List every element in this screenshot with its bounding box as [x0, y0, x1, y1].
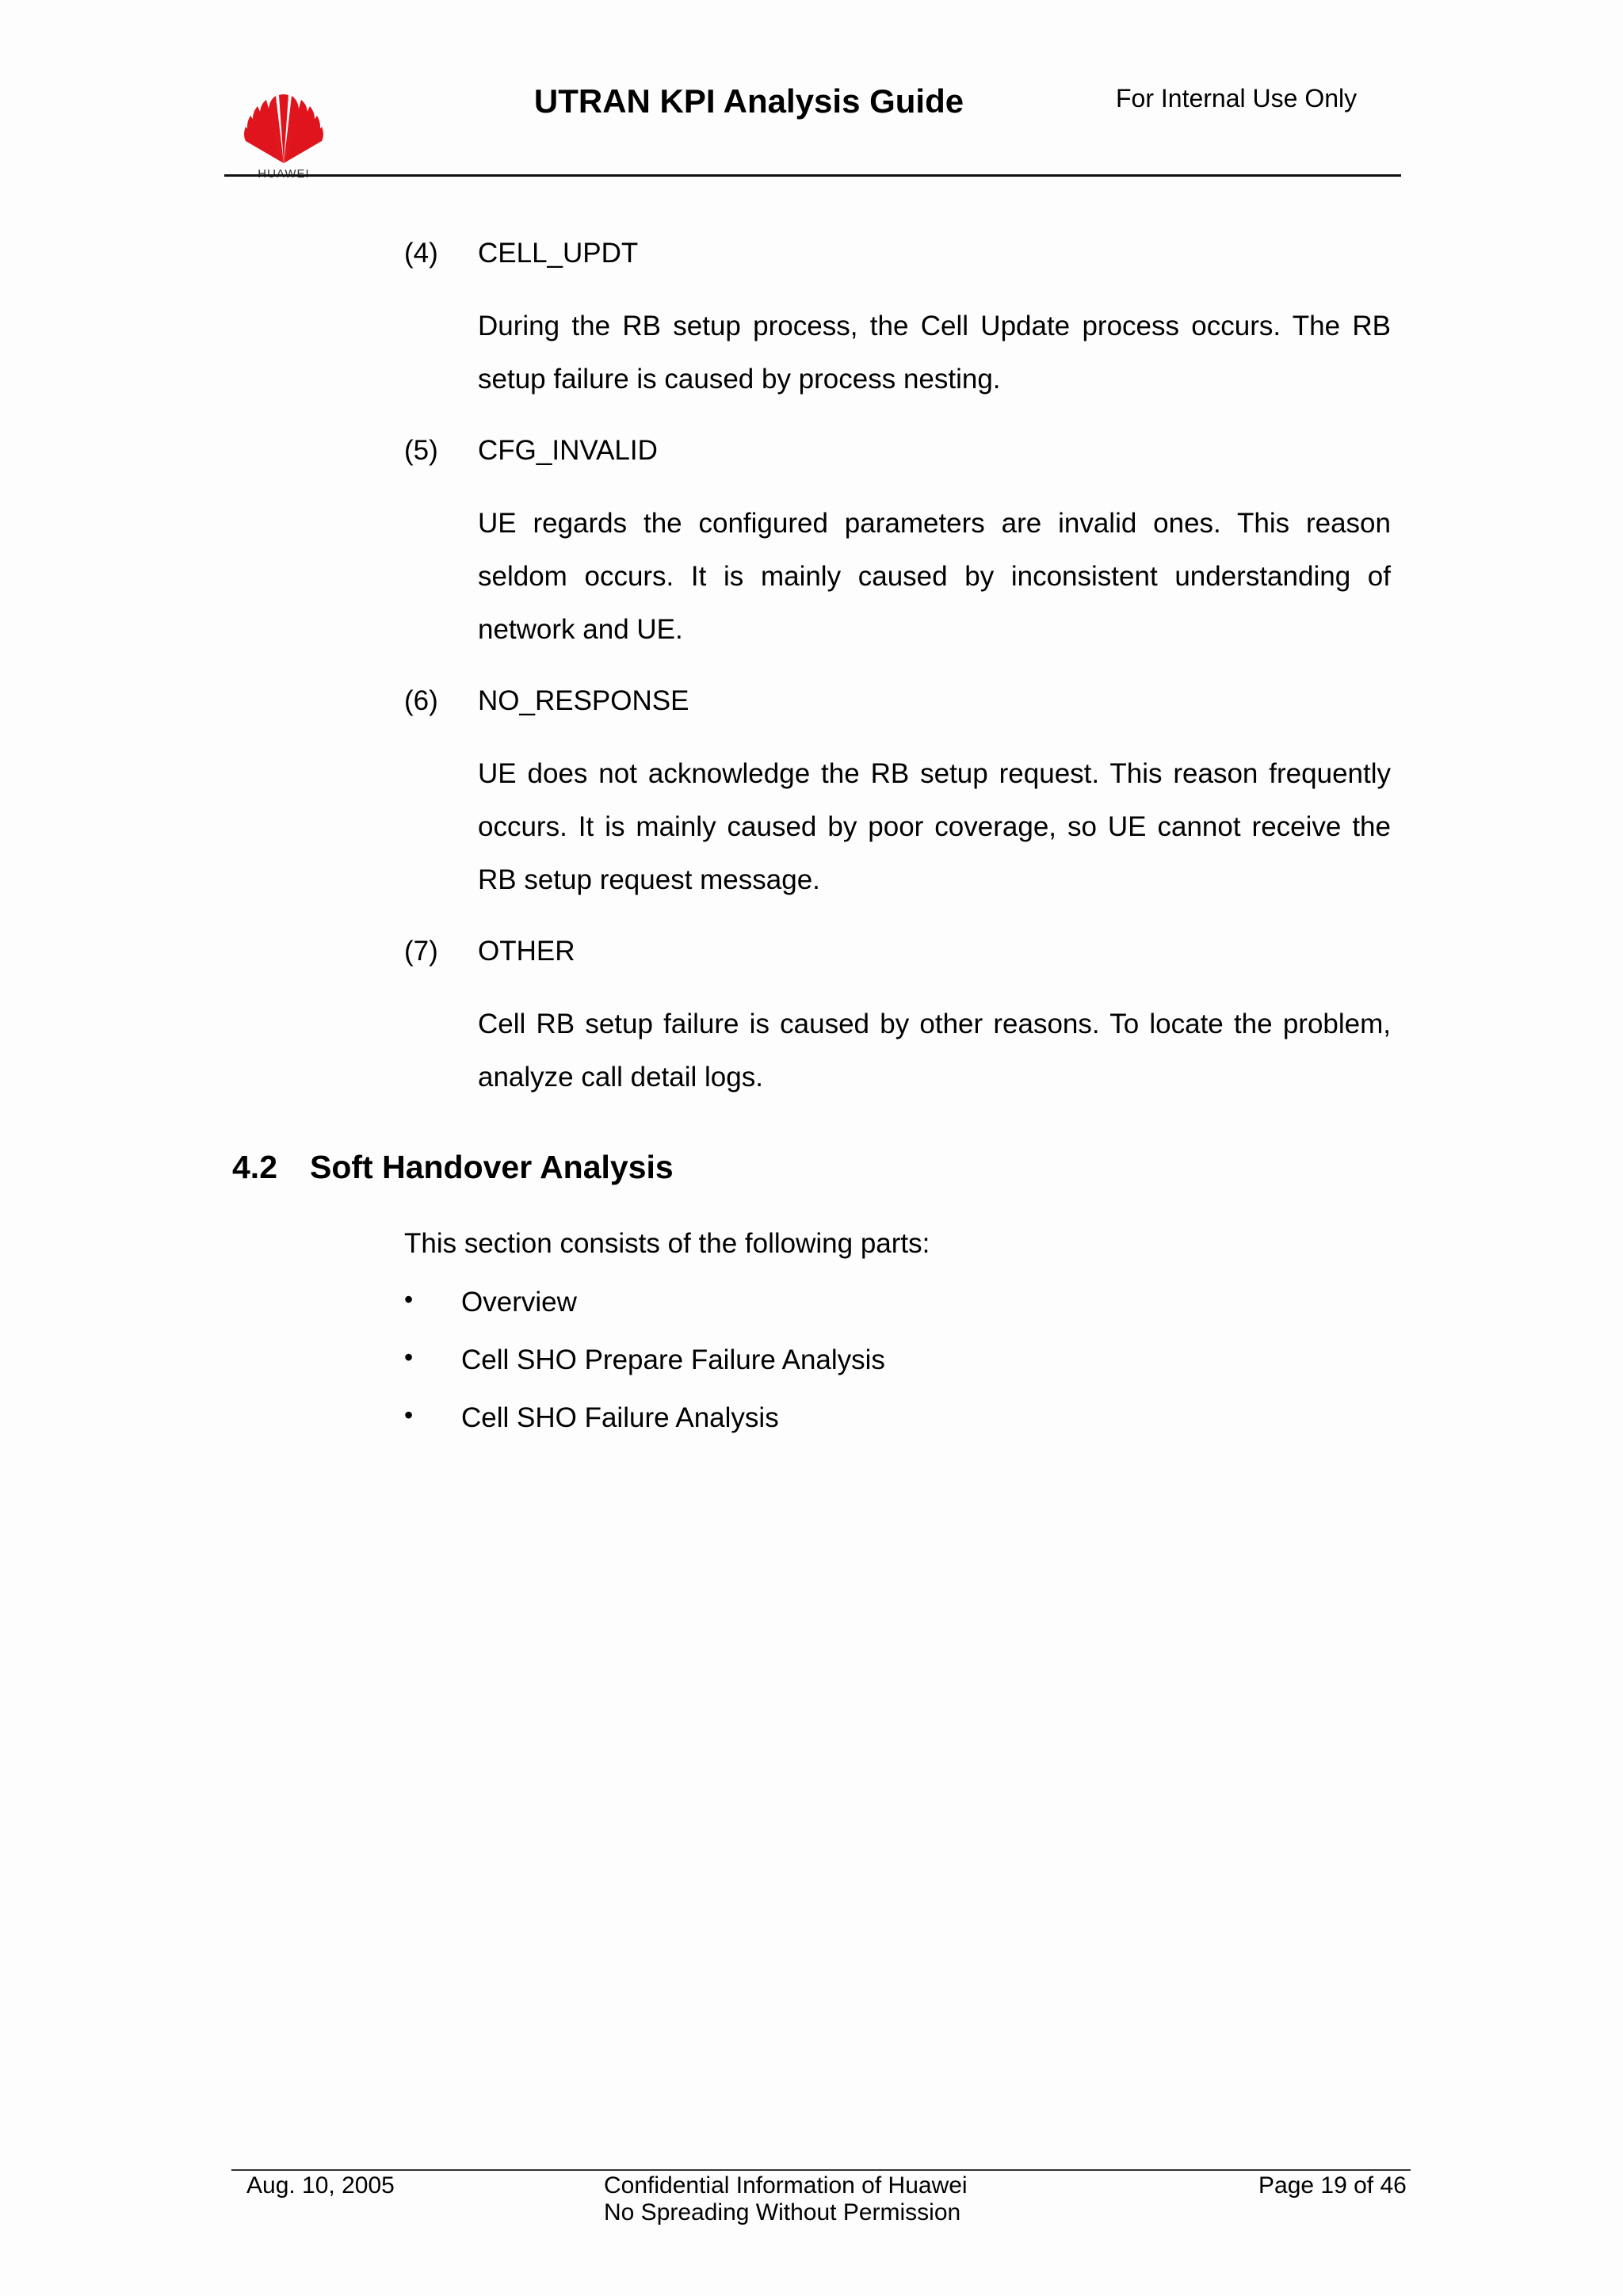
- bullet-icon: •: [404, 1285, 414, 1314]
- item-number: (5): [404, 435, 438, 466]
- item-heading: NO_RESPONSE: [478, 685, 689, 716]
- header-divider: [224, 174, 1401, 177]
- footer-divider: [231, 2169, 1411, 2171]
- item-heading: CFG_INVALID: [478, 435, 658, 466]
- item-description: Cell RB setup failure is caused by other reasons. To locate the problem, analyze call detail logs.: [478, 1009, 1391, 1093]
- list-item: Overview: [461, 1287, 577, 1318]
- footer-date: Aug. 10, 2005: [246, 2172, 395, 2199]
- item-description: UE regards the configured parameters are invalid ones. This reason seldom occurs. It is mainly caused by inconsistent understanding of network and UE.: [478, 508, 1391, 645]
- item-heading: CELL_UPDT: [478, 238, 639, 269]
- section-title: Soft Handover Analysis: [310, 1149, 674, 1185]
- list-item: Cell SHO Prepare Failure Analysis: [461, 1344, 885, 1375]
- item-description: During the RB setup process, the Cell Update process occurs. The RB setup failure is caused by process nesting.: [478, 311, 1391, 395]
- item-number: (4): [404, 238, 438, 269]
- bullet-icon: •: [404, 1343, 414, 1371]
- bullet-icon: •: [404, 1401, 414, 1429]
- item-number: (7): [404, 936, 438, 967]
- section-number: 4.2: [232, 1149, 277, 1185]
- item-description: UE does not acknowledge the RB setup request. This reason frequently occurs. It is mainly caused by poor coverage, so UE cannot receive the RB setup request message.: [478, 758, 1391, 895]
- footer-confidential-line2: No Spreading Without Permission: [604, 2199, 961, 2225]
- document-title: UTRAN KPI Analysis Guide: [533, 82, 964, 120]
- classification-label: For Internal Use Only: [1116, 84, 1358, 113]
- footer-confidential-line1: Confidential Information of Huawei: [604, 2172, 968, 2199]
- item-heading: OTHER: [478, 936, 575, 967]
- huawei-logo-text: HUAWEI: [258, 167, 310, 179]
- item-number: (6): [404, 685, 438, 716]
- section-intro: This section consists of the following parts:: [404, 1228, 930, 1259]
- footer-page-number: Page 19 of 46: [1258, 2172, 1407, 2199]
- list-item: Cell SHO Failure Analysis: [461, 1402, 779, 1433]
